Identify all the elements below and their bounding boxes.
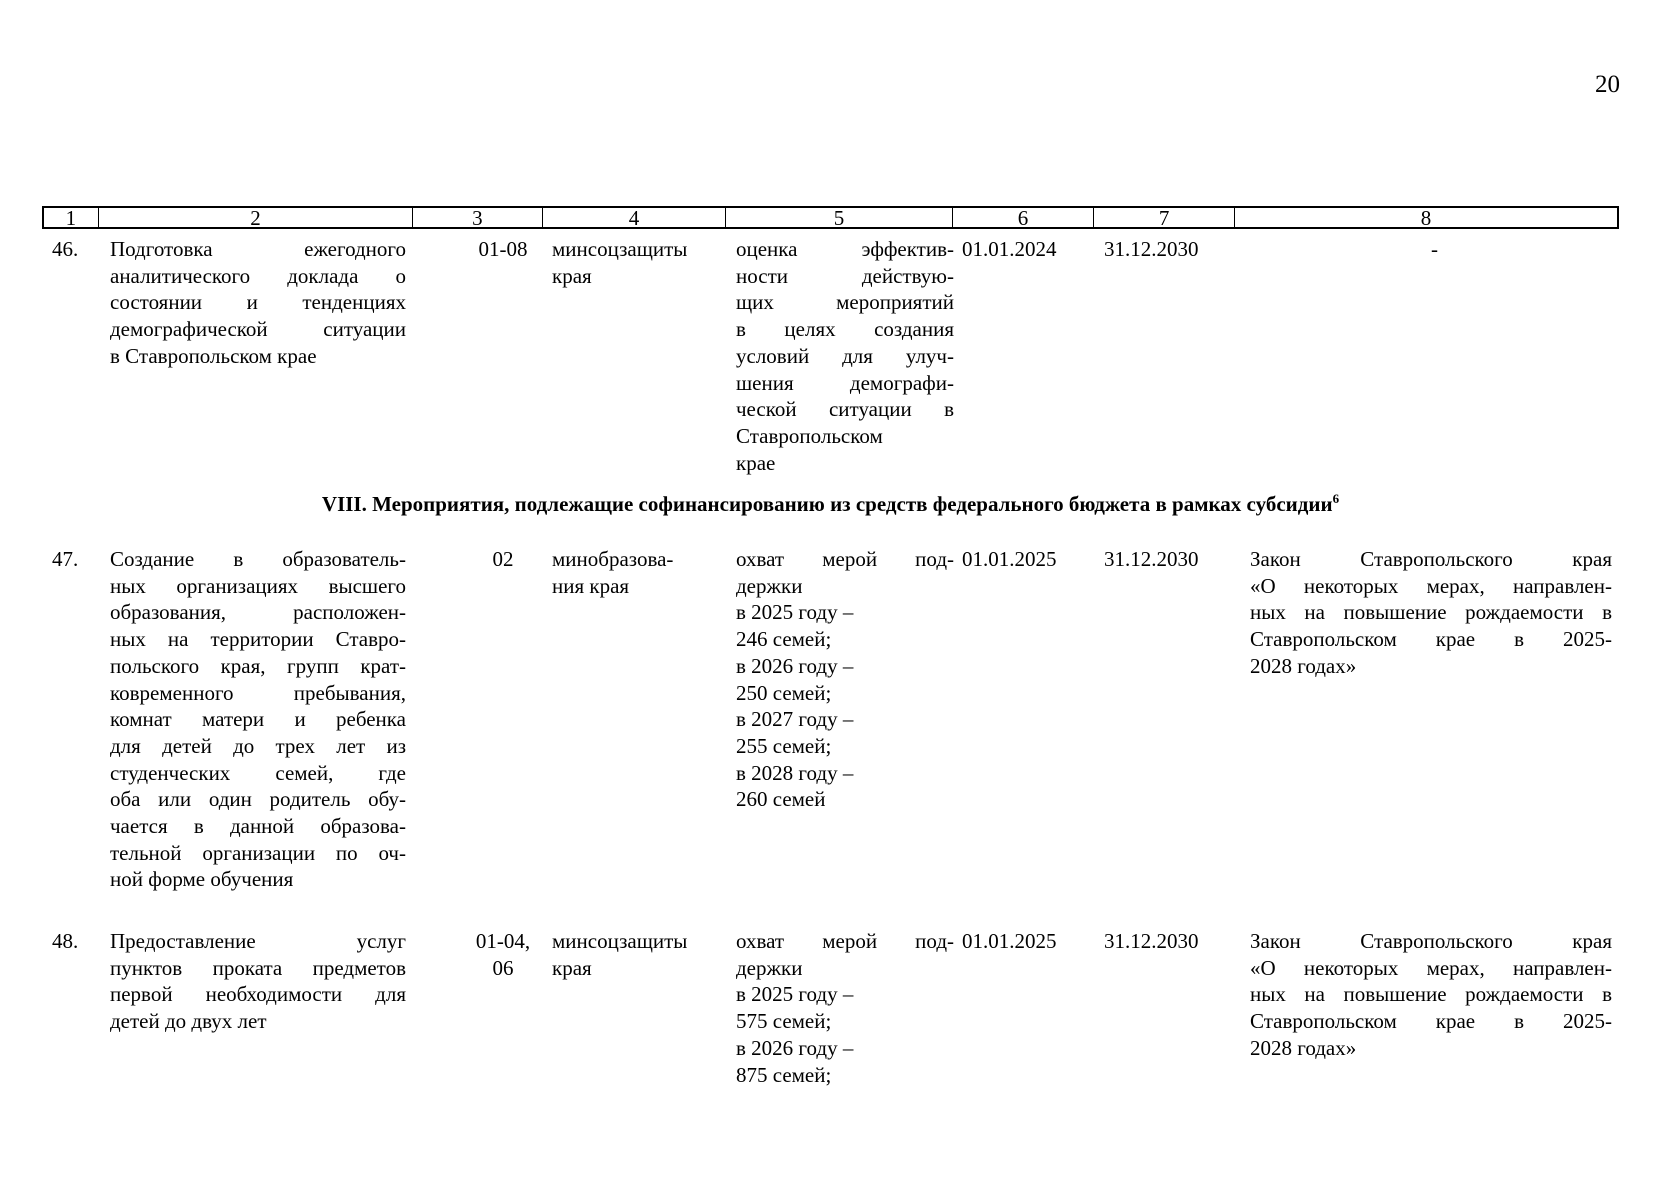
result-line: Ставропольском — [736, 423, 883, 448]
result-line: в 2025 году – — [736, 600, 854, 625]
legal-basis — [1250, 928, 1612, 1062]
row-number: 46. — [52, 237, 79, 261]
result-line: в 2026 году – — [736, 653, 854, 678]
expected-result — [736, 236, 954, 476]
start-date: 01.01.2024 — [962, 237, 1057, 261]
result-line: в 2026 году – — [736, 1035, 854, 1060]
event-name-line: тельной организации по оч- — [110, 840, 406, 865]
result-line: держки — [736, 955, 803, 980]
event-name-line: Создание в образователь- — [110, 547, 406, 571]
executor-line: края — [552, 955, 592, 980]
event-name-line: ковременного пребывания, — [110, 680, 406, 705]
event-name-line: демографической ситуации — [110, 317, 406, 342]
task-code — [438, 236, 568, 263]
start-date: 01.01.2025 — [962, 547, 1057, 571]
legal-basis-line: 2028 годах» — [1250, 1035, 1357, 1060]
expected-result — [736, 928, 954, 1088]
executor-line: минсоцзащиты — [552, 237, 688, 261]
end-date: 31.12.2030 — [1104, 929, 1199, 953]
event-name-line: чается в данной образова- — [110, 814, 406, 839]
expected-result — [736, 546, 954, 813]
page-number: 20 — [1595, 71, 1620, 98]
event-name-line: Подготовка ежегодного — [110, 237, 406, 261]
executor-line: края — [552, 263, 592, 288]
legal-basis-line: ных на повышение рождаемости в — [1250, 982, 1612, 1007]
task-code-line: 02 — [492, 547, 514, 571]
event-name-line: в Ставропольском крае — [110, 343, 317, 368]
executor-line: минсоцзащиты — [552, 929, 688, 953]
section-title-text: VIII. Мероприятия, подлежащие софинансированию из средств федерального бюджета в рамках субсидии — [321, 492, 1333, 516]
result-line: оценка эффектив- — [736, 237, 954, 261]
legal-basis-line: «О некоторых мерах, направлен- — [1250, 955, 1612, 980]
event-name-line: ных на территории Ставро- — [110, 627, 406, 652]
task-code — [438, 546, 568, 573]
result-line: охват мерой под- — [736, 929, 954, 953]
start-date: 01.01.2025 — [962, 929, 1057, 953]
result-line: крае — [736, 450, 776, 475]
header-cell-8: 8 — [1420, 206, 1432, 230]
legal-basis-line: Ставропольском крае в 2025- — [1250, 1009, 1612, 1034]
end-date: 31.12.2030 — [1104, 237, 1199, 261]
event-name-line: пунктов проката предметов — [110, 955, 406, 980]
event-name-line: ных организациях высшего — [110, 573, 406, 598]
event-name-line: ной форме обучения — [110, 867, 294, 892]
event-name-line: состоянии и тенденциях — [110, 290, 406, 315]
result-line: в 2028 году – — [736, 760, 854, 785]
event-name-line: детей до двух лет — [110, 1009, 267, 1034]
event-name-line: студенческих семей, где — [110, 760, 406, 785]
legal-basis-line: Закон Ставропольского края — [1250, 547, 1612, 571]
header-cell-1: 1 — [44, 208, 99, 227]
legal-basis-line: Ставропольском крае в 2025- — [1250, 627, 1612, 652]
executor — [552, 236, 732, 289]
legal-basis-line: ных на повышение рождаемости в — [1250, 600, 1612, 625]
result-line: 246 семей; — [736, 627, 832, 652]
event-name-line: польского края, групп крат- — [110, 653, 406, 678]
result-line: в целях создания — [736, 317, 954, 342]
result-line: щих мероприятий — [736, 290, 954, 315]
event-name-line: комнат матери и ребенка — [110, 707, 406, 732]
result-line: 255 семей; — [736, 733, 832, 758]
result-line: 575 семей; — [736, 1009, 832, 1034]
result-line: охват мерой под- — [736, 547, 954, 571]
result-line: ности действую- — [736, 263, 954, 288]
executor-line: ния края — [552, 573, 630, 598]
footnote-mark: 6 — [1332, 491, 1340, 506]
header-cell-2: 2 — [99, 208, 413, 227]
executor-line: минобразова- — [552, 547, 674, 571]
result-line: 260 семей — [736, 787, 826, 812]
legal-basis-line: Закон Ставропольского края — [1250, 929, 1612, 953]
event-name — [110, 546, 406, 893]
result-line: шения демографи- — [736, 370, 954, 395]
result-line: в 2027 году – — [736, 707, 854, 732]
header-cell-3: 3 — [413, 208, 543, 227]
result-line: в 2025 году – — [736, 982, 854, 1007]
result-line: 875 семей; — [736, 1062, 832, 1087]
task-code-line: 01-04, — [475, 929, 531, 953]
section-title — [42, 490, 1619, 518]
executor — [552, 928, 732, 981]
event-name-line: аналитического доклада о — [110, 263, 406, 288]
header-cell-5: 5 — [726, 208, 952, 227]
header-cell-7: 7 — [1094, 208, 1235, 227]
event-name-line: оба или один родитель обу- — [110, 787, 406, 812]
row-number: 47. — [52, 547, 79, 571]
table-header-row — [42, 206, 1619, 229]
header-cell-6: 6 — [953, 208, 1095, 227]
legal-basis — [1250, 546, 1612, 680]
result-line: ческой ситуации в — [736, 397, 954, 422]
legal-basis-line: - — [1431, 237, 1438, 261]
row-number: 48. — [52, 929, 79, 953]
task-code-line: 01-08 — [478, 237, 528, 261]
legal-basis-line: «О некоторых мерах, направлен- — [1250, 573, 1612, 598]
task-code-line: 06 — [492, 955, 514, 980]
result-line: условий для улуч- — [736, 343, 954, 368]
executor — [552, 546, 732, 599]
event-name-line: Предоставление услуг — [110, 929, 406, 953]
legal-basis — [1250, 236, 1619, 263]
end-date: 31.12.2030 — [1104, 547, 1199, 571]
event-name — [110, 928, 406, 1035]
event-name-line: первой необходимости для — [110, 982, 406, 1007]
legal-basis-line: 2028 годах» — [1250, 653, 1357, 678]
task-code — [438, 928, 568, 981]
result-line: 250 семей; — [736, 680, 832, 705]
event-name-line: для детей до трех лет из — [110, 733, 406, 758]
result-line: держки — [736, 573, 803, 598]
header-cell-4: 4 — [543, 208, 727, 227]
event-name — [110, 236, 406, 370]
event-name-line: образования, расположен- — [110, 600, 406, 625]
